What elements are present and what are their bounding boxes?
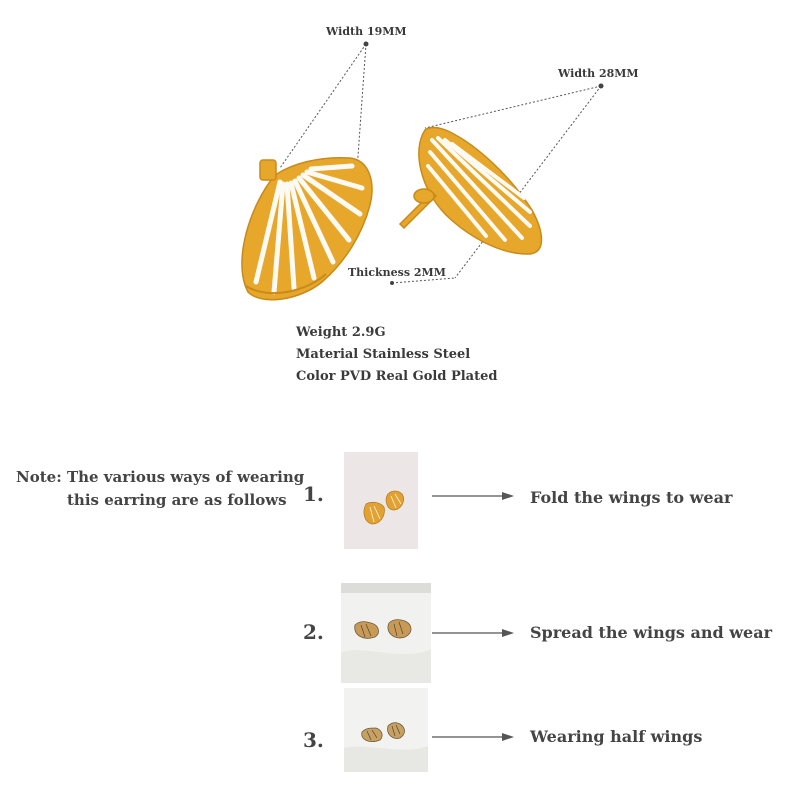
- step-3-photo: [344, 688, 428, 772]
- spec-color: Color PVD Real Gold Plated: [296, 369, 498, 384]
- note-line-2: this earring are as follows: [67, 491, 287, 509]
- step-1-photo: [344, 452, 418, 549]
- spec-weight: Weight 2.9G: [296, 325, 386, 340]
- step-2-text: Spread the wings and wear: [530, 623, 773, 642]
- spec-material: Material Stainless Steel: [296, 347, 471, 362]
- earring-drawing: [0, 0, 800, 310]
- step-2-arrow: [432, 627, 514, 639]
- width-large-label: Width 28MM: [558, 67, 639, 80]
- product-illustration: [0, 0, 800, 310]
- step-3-arrow: [432, 731, 514, 743]
- step-1-number: 1.: [303, 482, 324, 506]
- width-small-label: Width 19MM: [326, 25, 407, 38]
- note-line-1: Note: The various ways of wearing: [16, 468, 305, 486]
- step-1-text: Fold the wings to wear: [530, 488, 733, 507]
- step-2-photo: [341, 583, 431, 683]
- step-3-number: 3.: [303, 728, 324, 752]
- step-2-number: 2.: [303, 620, 324, 644]
- thickness-label: Thickness 2MM: [348, 266, 446, 279]
- specs-list: [296, 322, 497, 388]
- step-3-text: Wearing half wings: [530, 727, 703, 746]
- step-1-arrow: [432, 490, 514, 502]
